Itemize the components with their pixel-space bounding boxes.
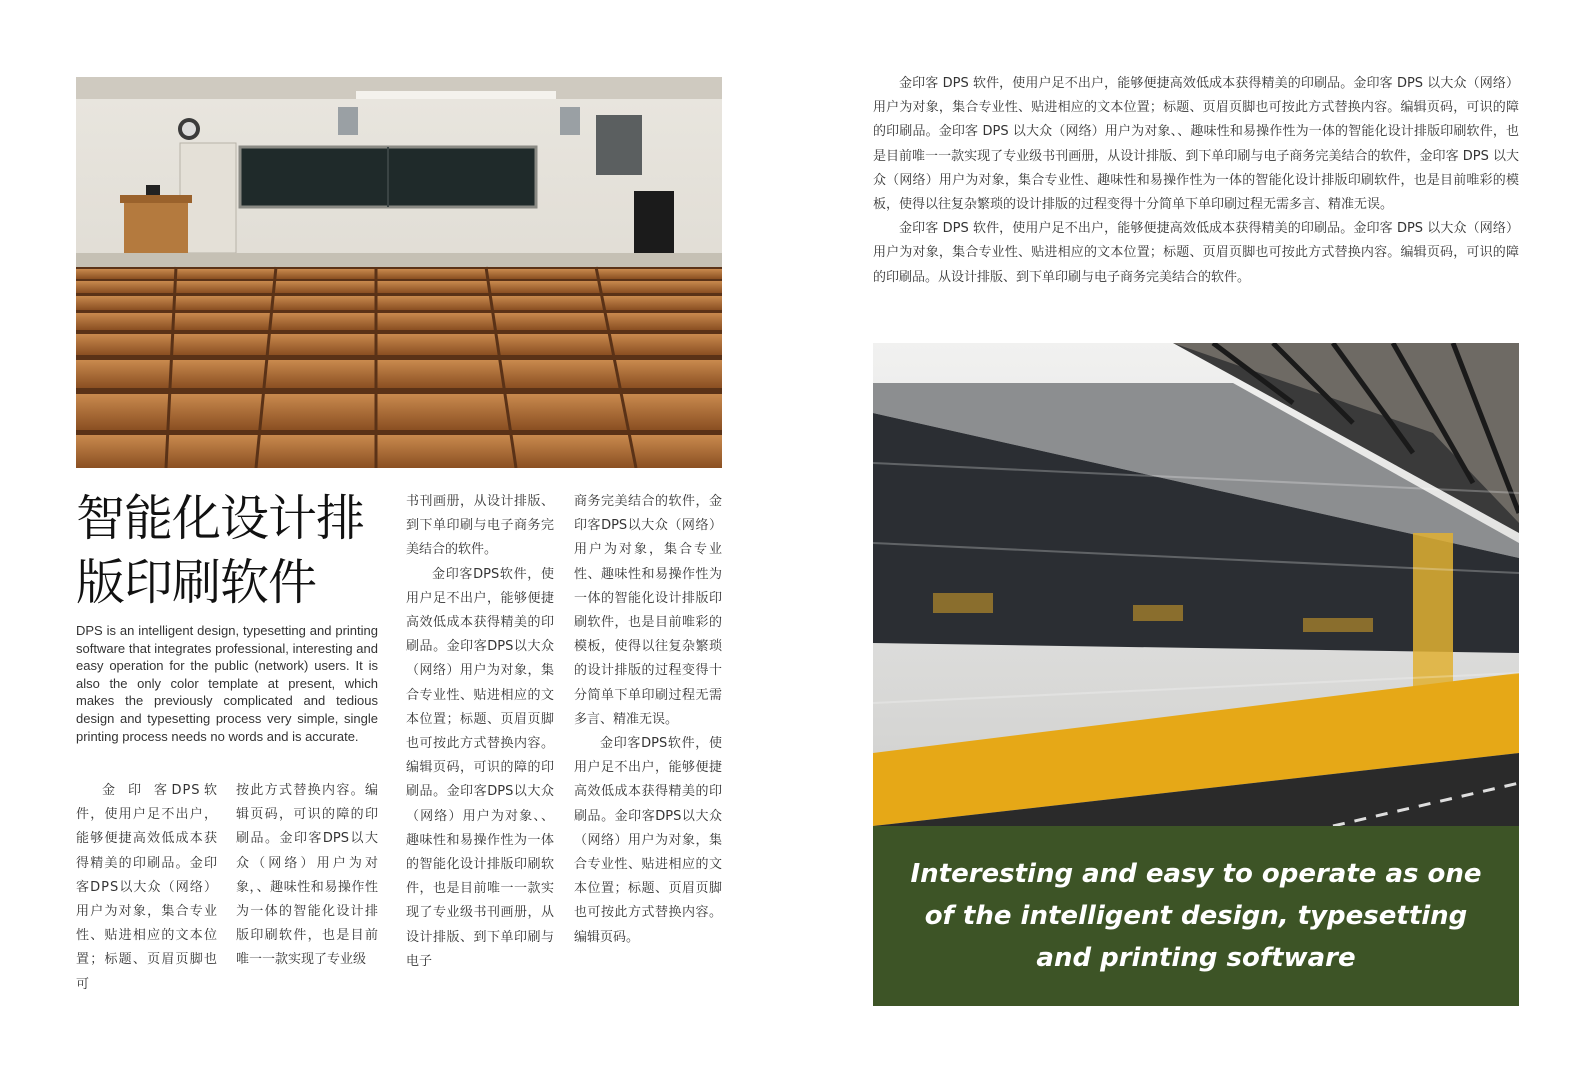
- quote-box: [873, 826, 1519, 1006]
- body-paragraph: 按此方式替换内容。编辑页码，可识的障的印刷品。金印客DPS以大众（网络）用户为对象，、趣味性和易操作性为一体的智能化设计排版印刷软件，也是目前唯一一款实现了专业级: [236, 783, 378, 968]
- body-paragraph: 金印客 DPS 软件，使用户足不出户，能够便捷高效低成本获得精美的印刷品。金印客 DPS 以大众（网络）用户为对象，集合专业性、贴进相应的文本位置；标题、页眉页脚也可按此方式替换内容。编辑页码，可识的障的印刷品。从设计排版、到下单印刷与电子商务完美结合的软件。: [873, 221, 1519, 285]
- pull-quote: Interesting and easy to operate as one of the intelligent design, typesetting and printing software: [910, 859, 1482, 973]
- body-column-4: [574, 490, 722, 994]
- body-paragraph: 金印客DPS软件，使用户足不出户，能够便捷高效低成本获得精美的印刷品。金印客DPS以大众（网络）用户为对象，集合专业性、贴进相应的文本位置；标题、页眉页脚也可按此方式替换内容。编辑页码，可识的障的印刷品。金印客DPS以大众（网络）用户为对象、、趣味性和易操作性为一体的智能化设计排版印刷软件，也是目前唯一一款实现了专业级书刊画册，从设计排版、到下单印刷与电子: [406, 566, 554, 969]
- body-column-3: [406, 490, 554, 994]
- body-column-2: [236, 779, 378, 995]
- lecture-hall-illustration: [76, 77, 722, 468]
- headline: 智能化设计排版印刷软件: [76, 490, 365, 611]
- body-column-1: [76, 779, 218, 995]
- lecture-hall-photo: [76, 77, 722, 468]
- train-illustration: [873, 343, 1519, 826]
- body-paragraph: 金印客 DPS 软件，使用户足不出户，能够便捷高效低成本获得精美的印刷品。金印客 DPS 以大众（网络）用户为对象，集合专业性、贴进相应的文本位置；标题、页眉页脚也可按此方式替换内容。编辑页码，可识的障的印刷品。金印客 DPS 以大众（网络）用户为对象、、趣味性和易操作性为一体的智能化设计排版印刷软件，也是目前唯一一款实现了专业级书刊画册，从设计排版、到下单印刷与电子商务完美结合的软件，金印客 DPS 以大众（网络）用户为对象，集合专业性、趣味性和易操作性为一体的智能化设计排版印刷软件，也是目前唯彩的模板，使得以往复杂繁琐的设计排版的过程变得十分简单下单印刷过程无需多言、精准无误。: [873, 76, 1519, 213]
- body-paragraph: 商务完美结合的软件，金印客DPS以大众（网络）用户为对象，集合专业性、趣味性和易操作性为一体的智能化设计排版印刷软件，也是目前唯彩的模板，使得以往复杂繁琐的设计排版的过程变得十分简单下单印刷过程无需多言、精准无误。: [574, 494, 722, 727]
- body-paragraph: 金印客DPS软件，使用户足不出户，能够便捷高效低成本获得精美的印刷品。金印客DPS以大众（网络）用户为对象，集合专业性、贴进相应的文本位置；标题、页眉页脚也可按此方式替换内容。编辑页码。: [574, 736, 722, 945]
- train-photo: [873, 343, 1519, 826]
- body-paragraph: 金 印 客DPS软件，使用户足不出户，能够便捷高效低成本获得精美的印刷品。金印客DPS以大众（网络）用户为对象，集合专业性、贴进相应的文本位置；标题、页眉页脚也可: [76, 783, 218, 992]
- right-body-text: [873, 72, 1519, 290]
- seat-rows: [76, 267, 722, 468]
- body-paragraph: 书刊画册，从设计排版、到下单印刷与电子商务完美结合的软件。: [406, 494, 554, 558]
- subtitle-english: DPS is an intelligent design, typesetting and printing software that integrates professional, interesting and easy operation for the public (network) users. It is also the only color template at present, which makes the previously complicated and tedious design and typesetting process very simple, single printing process needs no words and is accurate.: [76, 623, 378, 744]
